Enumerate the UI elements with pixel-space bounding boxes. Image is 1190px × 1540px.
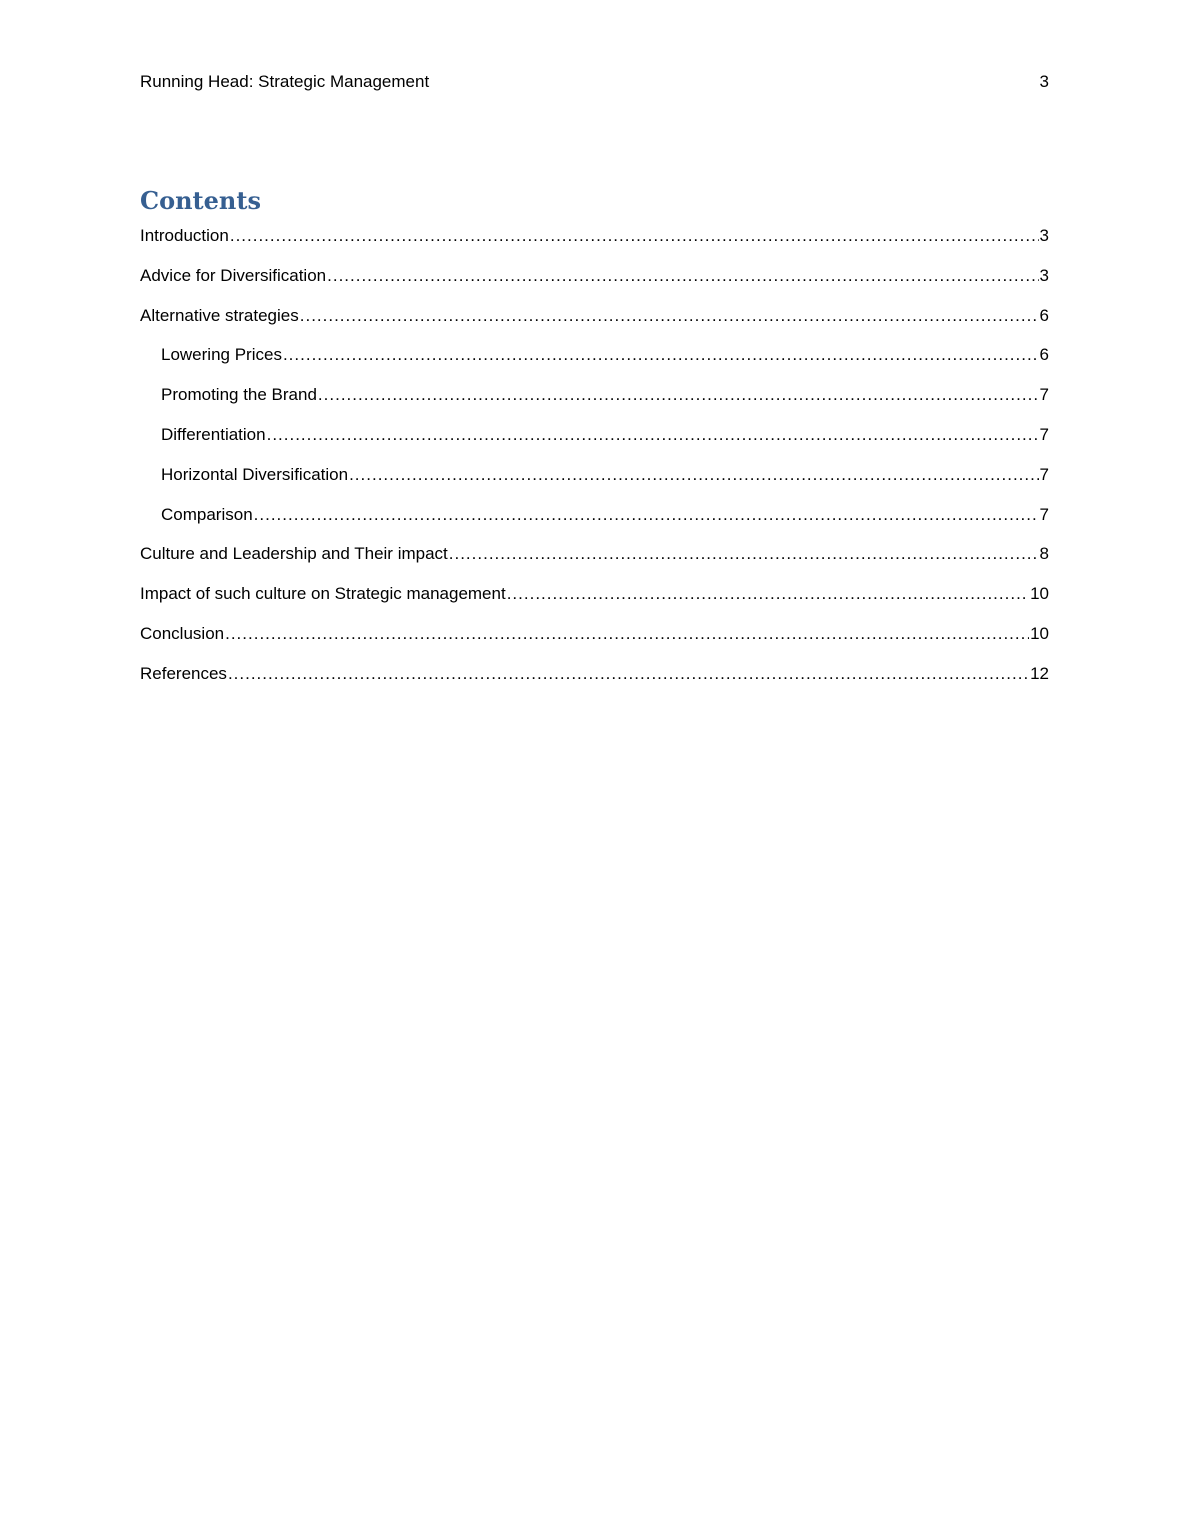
dot-leader [283, 345, 1039, 365]
toc-entry-page: 3 [1039, 265, 1049, 285]
toc-entry[interactable] [140, 584, 1049, 624]
dot-leader [230, 226, 1039, 246]
toc-entry[interactable] [140, 465, 1049, 505]
toc-entry-label: Conclusion [140, 623, 225, 643]
running-head: Running Head: Strategic Management [140, 72, 430, 91]
toc-entry[interactable] [140, 345, 1049, 385]
toc-entry-label: Introduction [140, 226, 229, 245]
toc-entry[interactable] [140, 544, 1049, 584]
toc-entry-label: Culture and Leadership and Their impact [140, 544, 448, 564]
toc-entry[interactable] [140, 505, 1049, 545]
toc-entry-page: 7 [1039, 424, 1049, 444]
dot-leader [254, 505, 1039, 525]
toc-entry[interactable] [140, 664, 1049, 704]
dot-leader [225, 624, 1029, 644]
toc-entry-label: Horizontal Diversification [161, 464, 349, 484]
toc-entry-label: Differentiation [161, 424, 266, 444]
page-header [140, 72, 1049, 92]
dot-leader [318, 385, 1039, 405]
toc-entry[interactable] [140, 306, 1049, 346]
dot-leader [300, 306, 1039, 326]
toc-entry-page: 10 [1030, 584, 1049, 604]
toc-entry[interactable] [140, 266, 1049, 306]
toc-entry-label: References [140, 663, 227, 683]
toc-entry[interactable] [140, 624, 1049, 664]
table-of-contents [140, 226, 1049, 704]
toc-entry[interactable] [140, 226, 1049, 266]
toc-entry-page: 10 [1030, 623, 1049, 643]
dot-leader [449, 544, 1039, 564]
toc-entry-page: 12 [1030, 663, 1049, 683]
dot-leader [228, 664, 1029, 684]
toc-title: Contents [140, 186, 261, 215]
toc-entry-label: Alternative strategies [140, 305, 299, 325]
toc-entry-page: 6 [1039, 305, 1049, 325]
page-number: 3 [1039, 72, 1049, 91]
dot-leader [349, 465, 1038, 485]
dot-leader [327, 266, 1038, 286]
toc-entry-label: Promoting the Brand [161, 385, 317, 405]
dot-leader [267, 425, 1039, 445]
toc-entry-label: Advice for Diversification [140, 265, 327, 285]
toc-entry-page: 3 [1039, 226, 1049, 245]
toc-entry-page: 8 [1039, 544, 1049, 564]
toc-entry-label: Comparison [161, 504, 253, 524]
toc-entry-page: 6 [1039, 345, 1049, 365]
toc-entry-label: Impact of such culture on Strategic management [140, 584, 506, 604]
dot-leader [507, 584, 1029, 604]
toc-entry[interactable] [140, 425, 1049, 465]
toc-entry-page: 7 [1039, 385, 1049, 405]
toc-entry[interactable] [140, 385, 1049, 425]
toc-entry-page: 7 [1039, 504, 1049, 524]
toc-entry-page: 7 [1039, 464, 1049, 484]
toc-entry-label: Lowering Prices [161, 345, 282, 365]
